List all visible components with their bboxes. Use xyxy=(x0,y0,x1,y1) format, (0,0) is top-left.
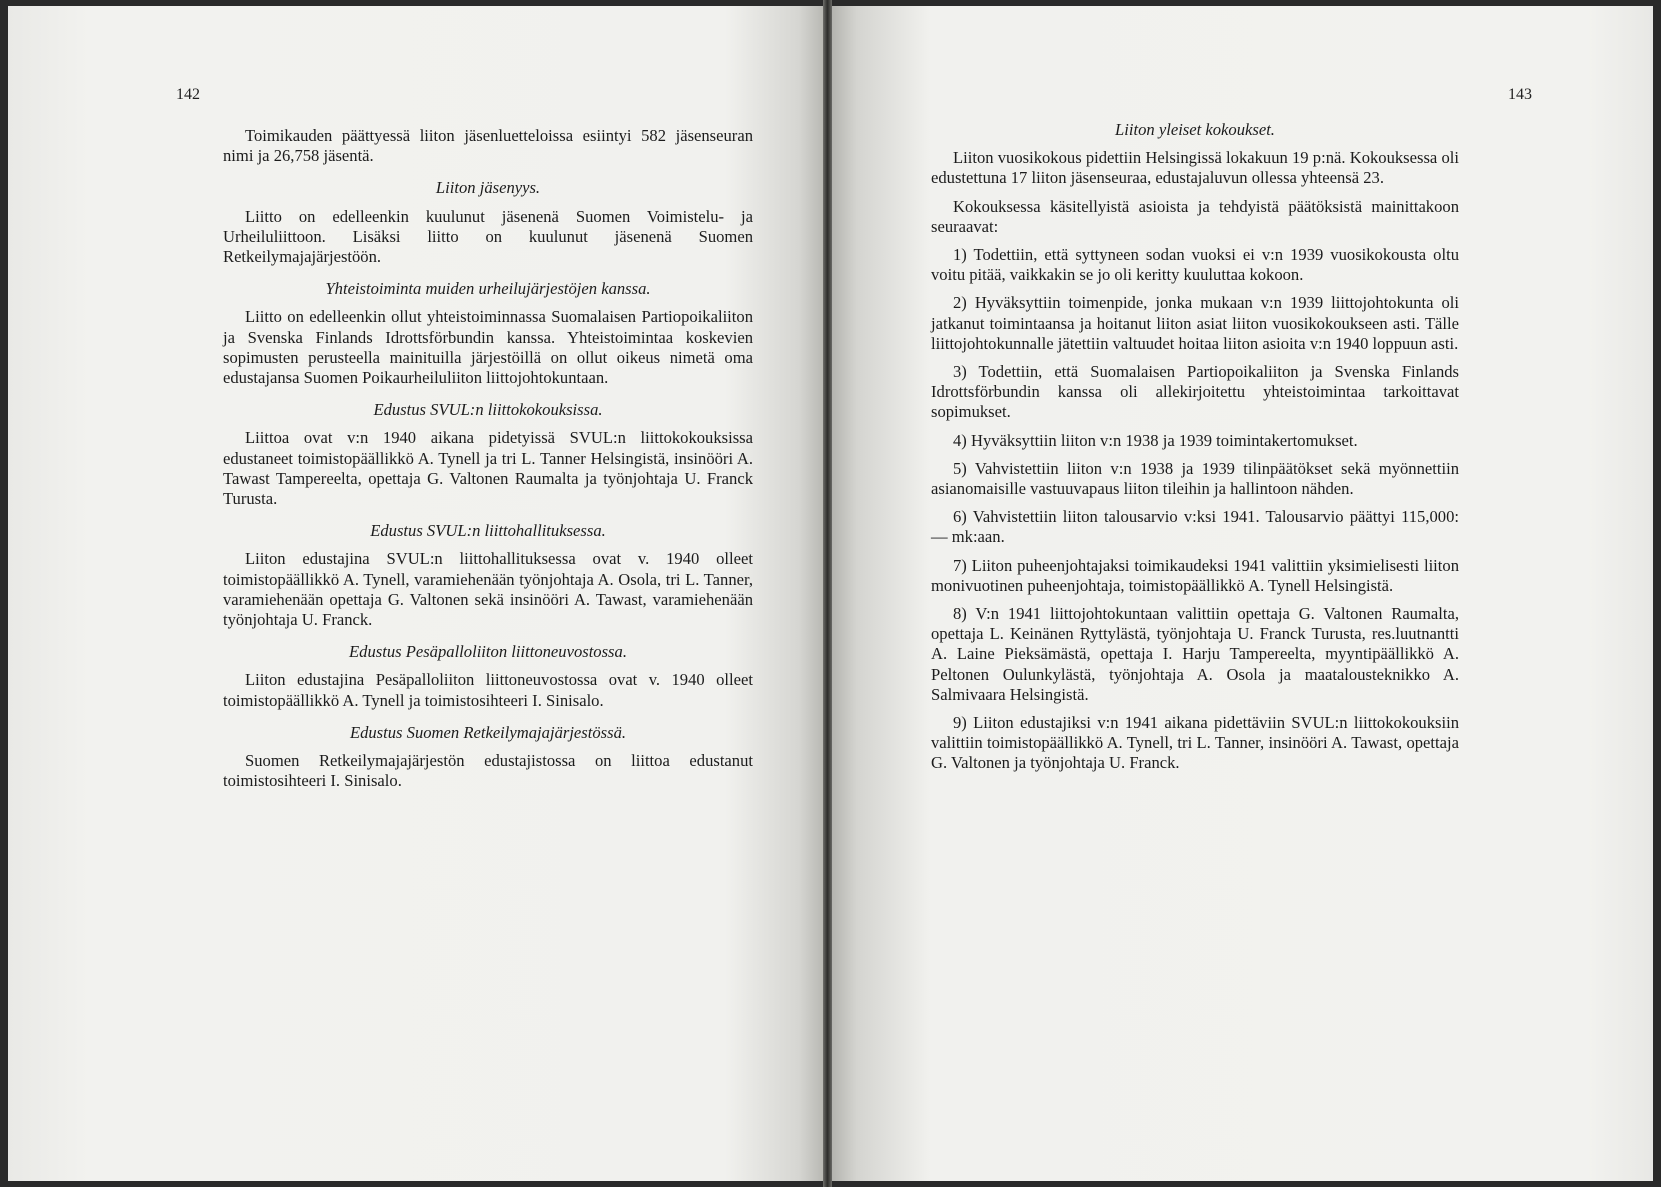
section-text-svul-meetings: Liittoa ovat v:n 1940 aikana pidetyissä SVUL:n liittokokouksissa edustaneet toimistopäällikkö A. Tynell ja tri L. Tanner Helsingistä, insinööri A. Tawast Tampereelta, opettaja G. Valtonen Raumalta ja työnjohtaja U. Franck Turusta. xyxy=(223,428,753,509)
section-heading-svul-meetings: Edustus SVUL:n liittokokouksissa. xyxy=(373,400,603,420)
paragraph-decisions-intro: Kokouksessa käsitellyistä asioista ja tehdyistä päätöksistä mainittakoon seuraavat: xyxy=(931,196,1459,236)
section-text-svul-board: Liiton edustajina SVUL:n liittohallituksessa ovat v. 1940 olleet toimistopäällikkö A. Tynell, varamiehenään työnjohtaja A. Osola, tri L. Tanner, varamiehenään opettaja G. Valtonen sekä insinööri A. Tawast, varamiehenään työnjohtaja U. Franck. xyxy=(223,549,753,630)
section-heading-pesapallo: Edustus Pesäpalloliiton liittoneuvostossa. xyxy=(349,642,627,662)
decision-item: 3) Todettiin, että Suomalaisen Partiopoikaliiton ja Svenska Finlands Idrottsförbundin kanssa oli allekirjoitettu yhteistoimintaa tarkoittavat sopimukset. xyxy=(931,362,1459,422)
paragraph-annual-meeting: Liiton vuosikokous pidettiin Helsingissä lokakuun 19 p:nä. Kokouksessa oli edustettuna 17 liiton jäsenseuraa, edustajaluvun ollessa yhteensä 23. xyxy=(931,148,1459,188)
intro-paragraph: Toimikauden päättyessä liiton jäsenluetteloissa esiintyi 582 jäsenseuran nimi ja 26,758 jäsentä. xyxy=(223,126,753,166)
section-text-pesapallo: Liiton edustajina Pesäpalloliiton liittoneuvostossa ovat v. 1940 olleet toimistopäällikkö A. Tynell ja toimistosihteeri I. Sinisalo. xyxy=(223,670,753,710)
decisions-list xyxy=(931,245,1459,774)
section-heading-membership: Liiton jäsenyys. xyxy=(435,178,541,198)
right-text-block xyxy=(931,120,1459,782)
decision-item: 6) Vahvistettiin liiton talousarvio v:ksi 1941. Talousarvio päättyi 115,000: — mk:aan. xyxy=(931,507,1459,547)
section-heading-svul-board: Edustus SVUL:n liittohallituksessa. xyxy=(370,521,606,541)
decision-item: 2) Hyväksyttiin toimenpide, jonka mukaan v:n 1939 liittojohtokunta oli jatkanut toimintaansa ja hoitanut liiton asiat liiton vuosikokoukseen asti. Tälle liittojohtokunnalle jätettiin valtuudet hoitaa liiton asioita v:n 1940 loppuun asti. xyxy=(931,293,1459,353)
decision-item: 4) Hyväksyttiin liiton v:n 1938 ja 1939 toimintakertomukset. xyxy=(953,430,1358,450)
section-heading-retkeily: Edustus Suomen Retkeilymajajärjestössä. xyxy=(349,722,627,742)
section-text-membership: Liitto on edelleenkin kuulunut jäsenenä Suomen Voimistelu- ja Urheiluliittoon. Lisäksi liitto on kuulunut jäsenenä Suomen Retkeilymajajärjestöön. xyxy=(223,206,753,267)
section-heading-general-meetings: Liiton yleiset kokoukset. xyxy=(1115,120,1275,139)
decision-item: 9) Liiton edustajiksi v:n 1941 aikana pidettäviin SVUL:n liittokokouksiin valittiin toimistopäällikkö A. Tynell, tri L. Tanner, insinööri A. Tawast, opettaja G. Valtonen ja työnjohtaja U. Franck. xyxy=(931,713,1459,773)
right-page xyxy=(832,6,1653,1181)
left-text-block xyxy=(223,126,753,799)
section-heading-cooperation: Yhteistoiminta muiden urheilujärjestöjen kanssa. xyxy=(325,279,651,299)
decision-item: 8) V:n 1941 liittojohtokuntaan valittiin opettaja G. Valtonen Raumalta, opettaja L. Keinänen Ryttylästä, työnjohtaja U. Franck Turusta, res.luutnantti A. Laine Pieksämästä, opettaja I. Harju Tampereelta, myyntipäällikkö A. Peltonen Oulunkylästä, työnjohtaja A. Osola ja maatalousteknikko A. Salmivaara Helsingistä. xyxy=(931,604,1459,704)
left-page xyxy=(8,6,823,1181)
section-text-cooperation: Liitto on edelleenkin ollut yhteistoiminnassa Suomalaisen Partiopoikaliiton ja Svenska Finlands Idrottsförbundin kanssa. Yhteistoimintaa koskevien sopimusten perusteella mainituilla järjestöillä on ollut oikeus nimetä oma edustajansa Suomen Poikaurheiluliiton liittojohtokuntaan. xyxy=(223,307,753,388)
book-gutter xyxy=(823,0,832,1187)
page-number-left: 142 xyxy=(176,86,200,103)
section-text-retkeily: Suomen Retkeilymajajärjestön edustajistossa on liittoa edustanut toimistosihteeri I. Sinisalo. xyxy=(223,751,753,791)
page-number-right: 143 xyxy=(1508,86,1532,103)
decision-item: 5) Vahvistettiin liiton v:n 1938 ja 1939 tilinpäätökset sekä myönnettiin asianomaisille vastuuvapaus liiton tileihin ja hallintoon nähden. xyxy=(931,458,1459,499)
decision-item: 1) Todettiin, että syttyneen sodan vuoksi ei v:n 1939 vuosikokousta oltu voitu pitää, vaikkakin se jo oli keritty kuuluttaa kokoon. xyxy=(931,245,1459,285)
decision-item: 7) Liiton puheenjohtajaksi toimikaudeksi 1941 valittiin yksimielisesti liiton monivuotinen puheenjohtaja, toimistopäällikkö A. Tynell Helsingistä. xyxy=(931,555,1459,595)
